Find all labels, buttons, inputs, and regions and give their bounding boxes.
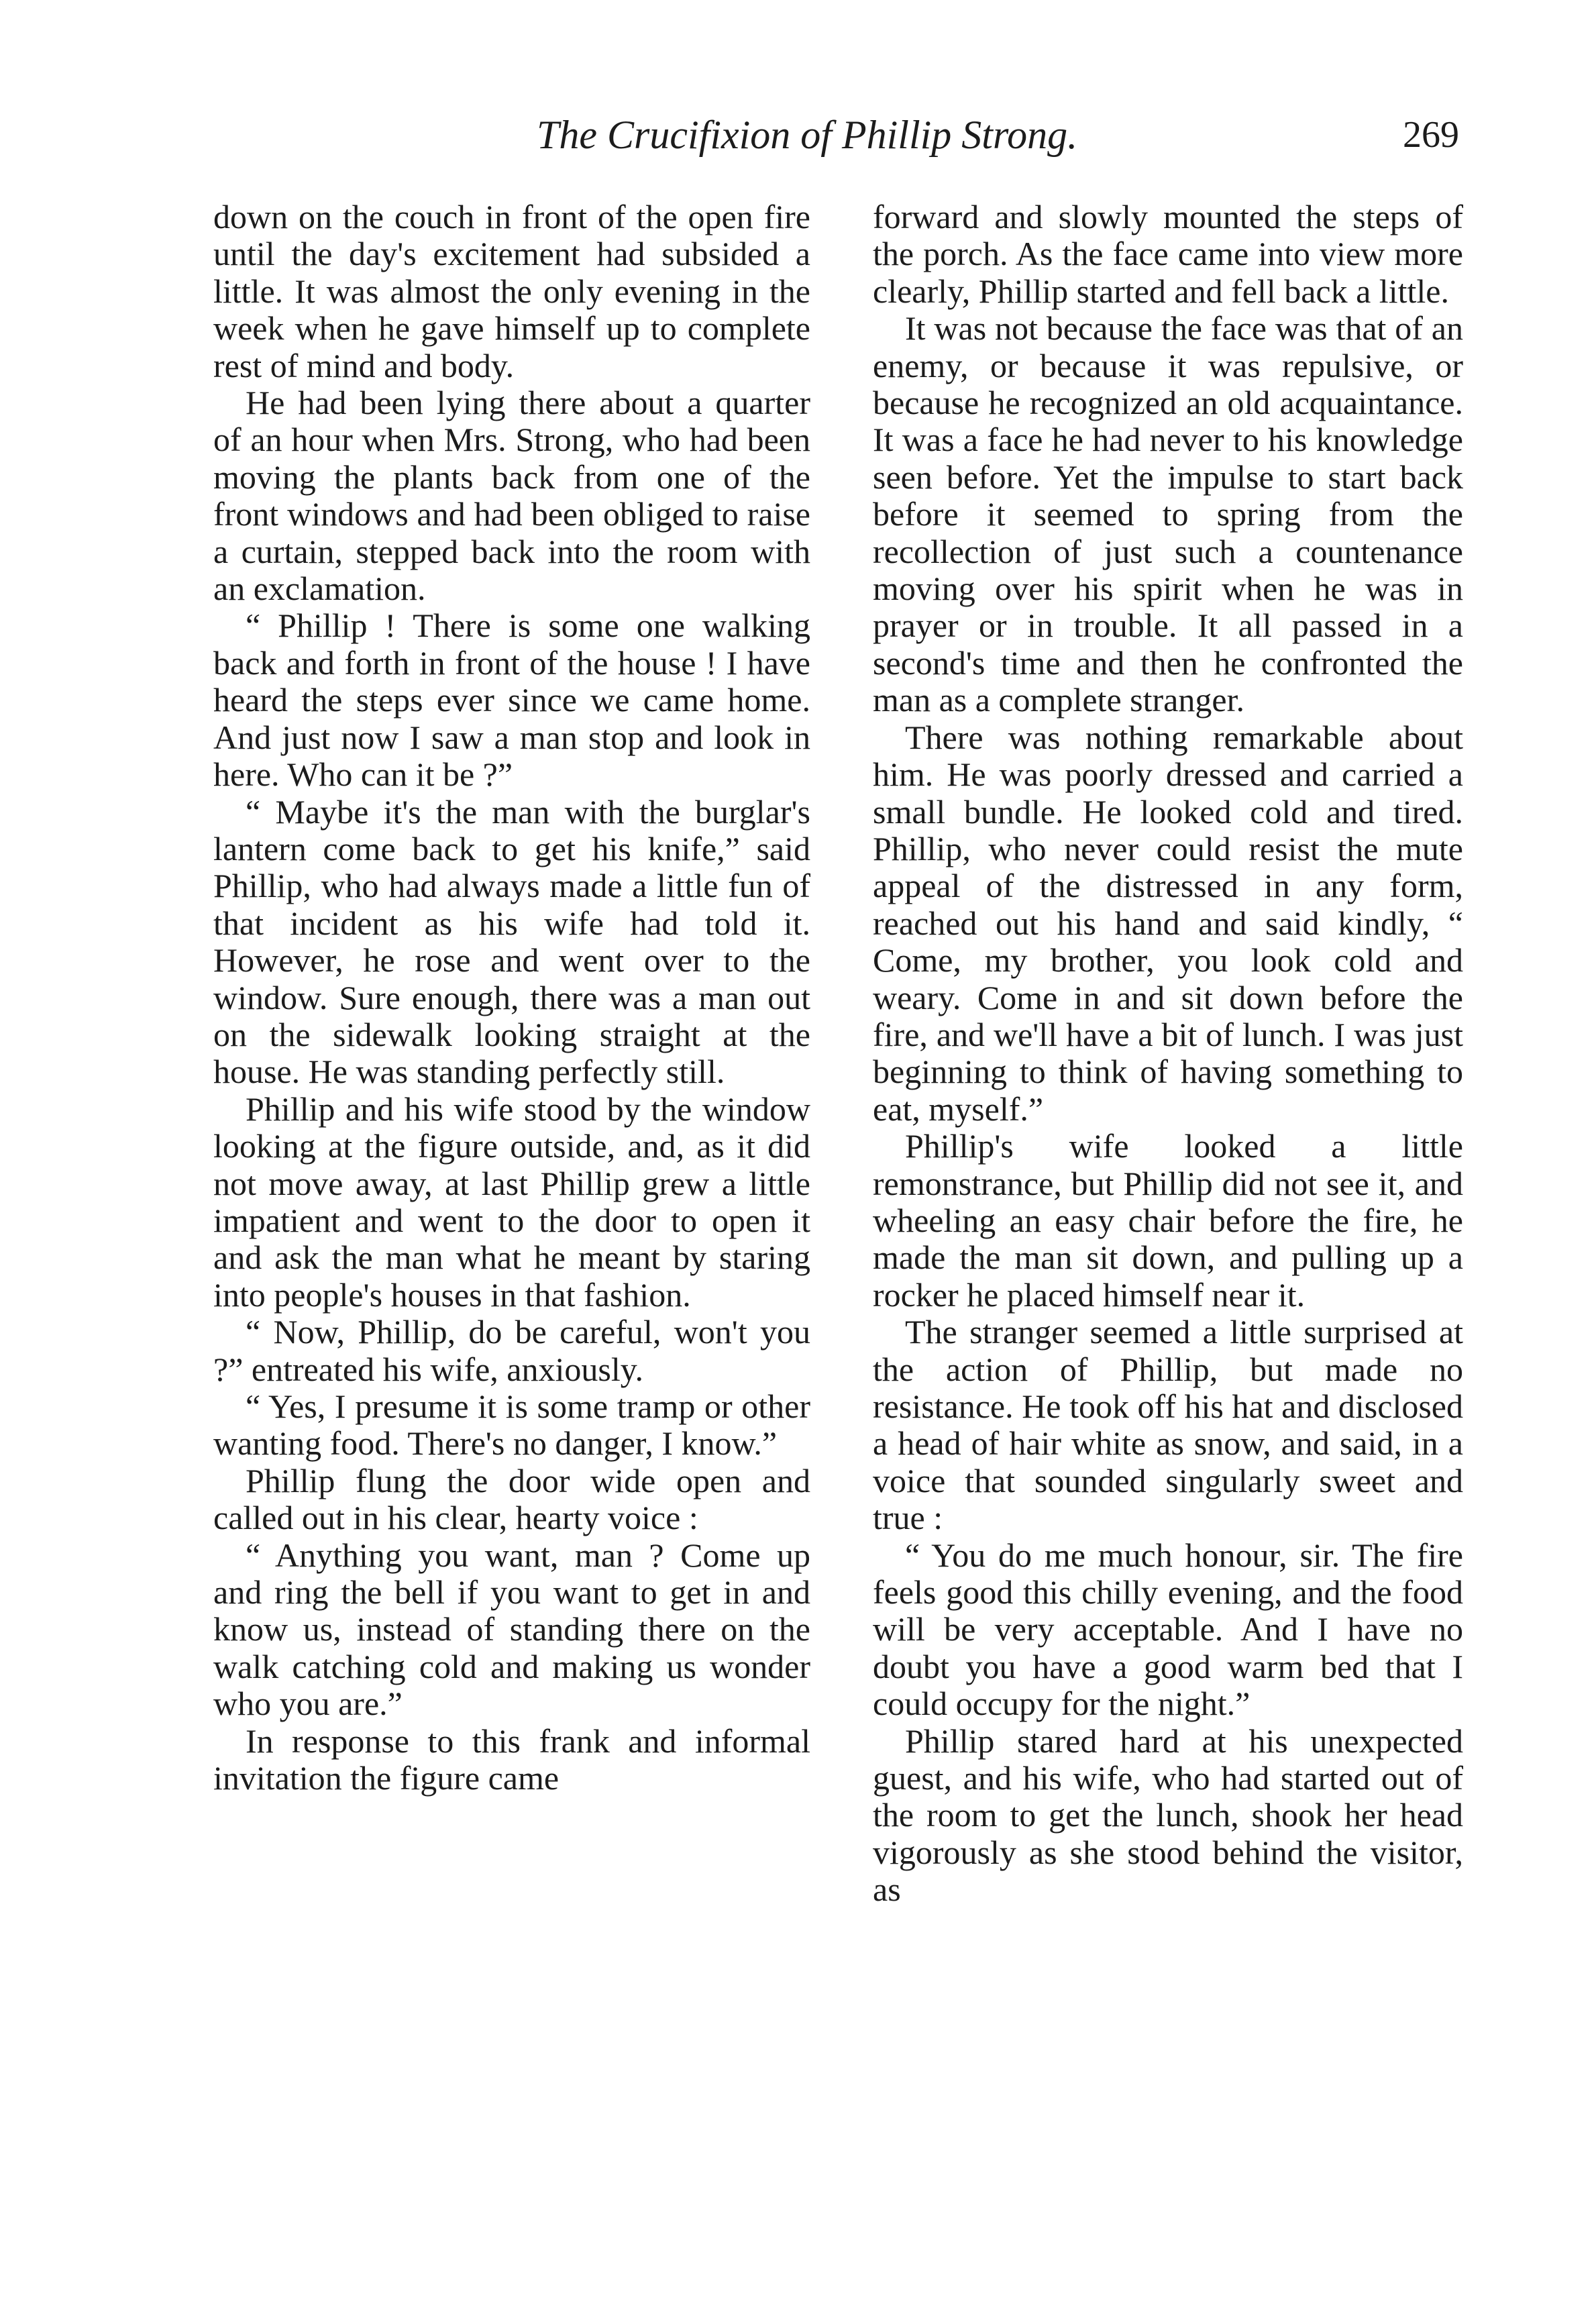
paragraph: Phillip stared hard at his unexpected guest, and his wife, who had started out of the room to get the lunch, shook her head vigorously as she stood behind the visitor, as	[873, 1722, 1463, 1909]
paragraph: In response to this frank and informal invitation the figure came	[213, 1722, 810, 1797]
paragraph: “ Phillip ! There is some one walking back and forth in front of the house ! I have heard the steps ever since we came home. And just now I saw a man stop and look in here. Who can it be ?”	[213, 606, 810, 794]
left-column	[213, 199, 810, 1797]
paragraph: “ Yes, I presume it is some tramp or other wanting food. There's no danger, I know.”	[213, 1387, 810, 1463]
running-title: The Crucifixion of Phillip Strong.	[537, 113, 1078, 157]
paragraph: Phillip's wife looked a little remonstrance, but Phillip did not see it, and wheeling an easy chair before the fire, he made the man sit down, and pulling up a rocker he placed himself near it.	[873, 1127, 1463, 1314]
right-column	[873, 199, 1463, 1909]
paragraph: The stranger seemed a little surprised at the action of Phillip, but made no resistance. He took off his hat and disclosed a head of hair white as snow, and said, in a voice that sounded singularly sweet and true :	[873, 1313, 1463, 1537]
paragraph: “ Maybe it's the man with the burglar's lantern come back to get his knife,” said Phillip, who had always made a little fun of that incident as his wife had told it. However, he rose and went over to the window. Sure enough, there was a man out on the sidewalk looking straight at the house. He was standing perfectly still.	[213, 792, 810, 1091]
paragraph: It was not because the face was that of an enemy, or because it was repulsive, or because he recognized an old acquaintance. It was a face he had never to his knowledge seen before. Yet the impulse to start back before it seemed to spring from the recollection of just such a countenance moving over his spirit when he was in prayer or in trouble. It all passed in a second's time and then he confronted the man as a complete stranger.	[873, 309, 1463, 719]
paragraph: He had been lying there about a quarter of an hour when Mrs. Strong, who had been moving the plants back from one of the front windows and had been obliged to raise a curtain, stepped back into the room with an exclamation.	[213, 384, 810, 608]
paragraph: There was nothing remarkable about him. He was poorly dressed and carried a small bundle. He looked cold and tired. Phillip, who never could resist the mute appeal of the distressed in any form, reached out his hand and said kindly, “ Come, my brother, you look cold and weary. Come in and sit down before the fire, and we'll have a bit of lunch. I was just beginning to think of having something to eat, myself.”	[873, 718, 1463, 1128]
paragraph: “ Anything you want, man ? Come up and ring the bell if you want to get in and know us, instead of standing there on the walk catching cold and making us wonder who you are.”	[213, 1536, 810, 1723]
paragraph: “ You do me much honour, sir. The fire feels good this chilly evening, and the food will be very acceptable. And I have no doubt you have a good warm bed that I could occupy for the night.”	[873, 1536, 1463, 1723]
paragraph: “ Now, Phillip, do be careful, won't you ?” entreated his wife, anxiously.	[213, 1313, 810, 1388]
paragraph: Phillip and his wife stood by the window looking at the figure outside, and, as it did not move away, at last Phillip grew a little impatient and went to the door to open it and ask the man what he meant by staring into people's houses in that fashion.	[213, 1090, 810, 1314]
paragraph: Phillip flung the door wide open and called out in his clear, hearty voice :	[213, 1461, 810, 1537]
page-number: 269	[1403, 114, 1459, 156]
paragraph: down on the couch in front of the open fire until the day's excitement had subsided a little. It was almost the only evening in the week when he gave himself up to complete rest of mind and body.	[213, 198, 810, 384]
paragraph: forward and slowly mounted the steps of the porch. As the face came into view more clearly, Phillip started and fell back a little.	[873, 198, 1463, 310]
